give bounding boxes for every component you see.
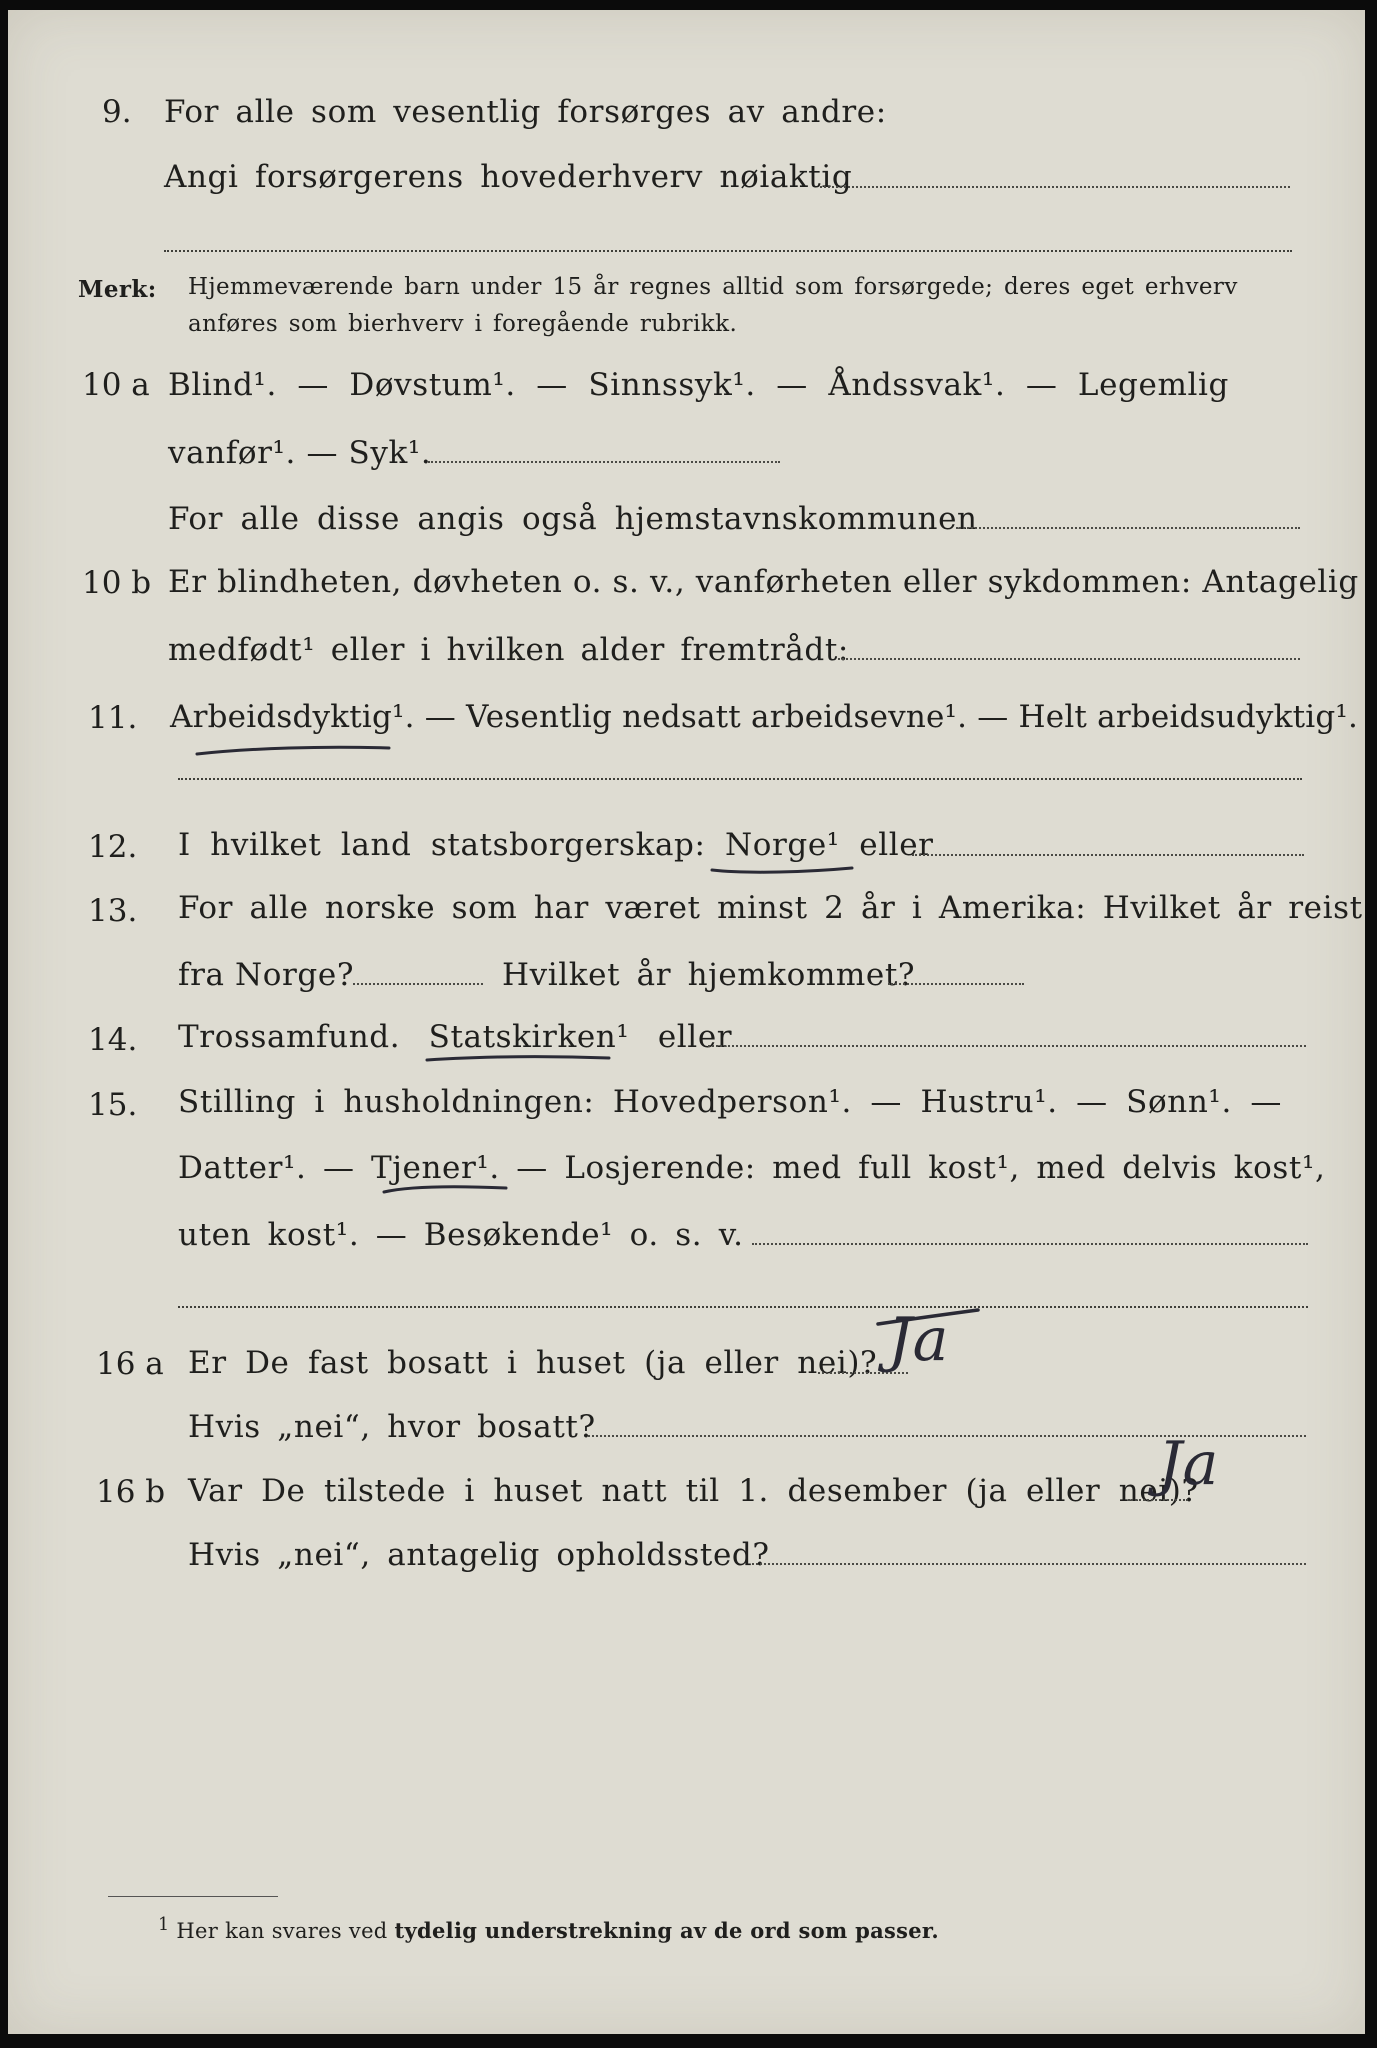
q10a-line2: vanfør¹. — Syk¹.: [168, 435, 432, 471]
merk-line2: anføres som bierhverv i foregående rubrikk.: [188, 311, 738, 337]
q14-handwritten-underline: [423, 1050, 613, 1068]
footnote-mark: 1: [158, 1915, 170, 1935]
q16b-opholdssted-line[interactable]: [752, 1563, 1306, 1565]
q10b-number: 10 b: [82, 565, 152, 601]
footnote-divider: [108, 1896, 278, 1897]
q13-line1: For alle norske som har været minst 2 år i Amerika: Hvilket år reist: [178, 890, 1363, 926]
merk-line1: Hjemmeværende barn under 15 år regnes alltid som forsørgede; deres eget erhverv: [188, 274, 1238, 300]
q11-answer-line[interactable]: [178, 778, 1302, 780]
census-form-page: [8, 10, 1365, 2034]
footnote-text-b: tydelig understrekning av de ord som passer.: [394, 1918, 939, 1943]
q15-handwritten-underline: [380, 1180, 510, 1200]
q9-line2: Angi forsørgerens hovederhverv nøiaktig: [164, 159, 853, 195]
q16b-number: 16 b: [96, 1474, 166, 1510]
q9-line1: For alle som vesentlig forsørges av andre:: [164, 94, 887, 130]
q9-number: 9.: [102, 94, 132, 130]
q10a-answer-line[interactable]: [428, 461, 780, 463]
q16b-answer-text: Ja: [1158, 1429, 1220, 1499]
merk-label: Merk:: [78, 276, 157, 303]
q15-line1: Stilling i husholdningen: Hovedperson¹. — Hustru¹. — Sønn¹. —: [178, 1084, 1282, 1120]
q14-answer-line[interactable]: [708, 1045, 1306, 1047]
q16a-line2: Hvis „nei“, hvor bosatt?: [188, 1409, 596, 1445]
q16a-number: 16 a: [96, 1346, 164, 1382]
q10a-line3: For alle disse angis også hjemstavnskommunen: [168, 501, 978, 537]
q10a-number: 10 a: [82, 367, 150, 403]
q10a-line1: Blind¹. — Døvstum¹. — Sinnssyk¹. — Åndssvak¹. — Legemlig: [168, 367, 1229, 403]
q10a-hjemstavn-line[interactable]: [956, 527, 1300, 529]
q14-line1: Trossamfund. Statskirken¹ eller: [178, 1019, 733, 1055]
footnote-text-a: Her kan svares ved: [176, 1919, 388, 1943]
q9-extra-answer-line[interactable]: [164, 250, 1292, 252]
q14-number: 14.: [88, 1022, 138, 1058]
q15-line2: Datter¹. — Tjener¹. — Losjerende: med full kost¹, med delvis kost¹,: [178, 1150, 1326, 1186]
q13-reist-line[interactable]: [353, 983, 483, 985]
q16a-answer-text: Ja: [888, 1305, 950, 1375]
q15-number: 15.: [88, 1087, 138, 1123]
q15-answer-line[interactable]: [752, 1243, 1308, 1245]
q16a-line1: Er De fast bosatt i huset (ja eller nei)?: [188, 1345, 878, 1381]
q15-line3: uten kost¹. — Besøkende¹ o. s. v.: [178, 1217, 744, 1253]
q11-handwritten-underline: [193, 738, 393, 762]
q12-number: 12.: [88, 829, 138, 865]
footnote-text: [158, 1915, 939, 1943]
q15-extra-answer-line[interactable]: [178, 1306, 1308, 1308]
q10b-line2: medfødt¹ eller i hvilken alder fremtrådt:: [168, 632, 849, 668]
q10b-line1: Er blindheten, døvheten o. s. v., vanførheten eller sykdommen: Antagelig: [168, 564, 1359, 600]
q9-answer-line[interactable]: [820, 186, 1290, 188]
q10b-answer-line[interactable]: [838, 658, 1300, 660]
q16b-line2: Hvis „nei“, antagelig opholdssted?: [188, 1537, 770, 1573]
q16b-answer-line[interactable]: [1128, 1499, 1188, 1501]
q13-line2b: Hvilket år hjemkommet?: [502, 957, 916, 993]
q16b-line1: Var De tilstede i huset natt til 1. desember (ja eller nei)?: [188, 1473, 1199, 1509]
q13-hjemkommet-line[interactable]: [888, 983, 1024, 985]
q11-line1: Arbeidsdyktig¹. — Vesentlig nedsatt arbeidsevne¹. — Helt arbeidsudyktig¹.: [170, 699, 1359, 735]
q12-line1: I hvilket land statsborgerskap: Norge¹ eller: [178, 827, 934, 863]
q11-number: 11.: [88, 700, 138, 736]
q12-answer-line[interactable]: [912, 854, 1304, 856]
q13-number: 13.: [88, 893, 138, 929]
q13-line2a: fra Norge?: [178, 957, 355, 993]
q12-handwritten-underline: [708, 862, 858, 882]
